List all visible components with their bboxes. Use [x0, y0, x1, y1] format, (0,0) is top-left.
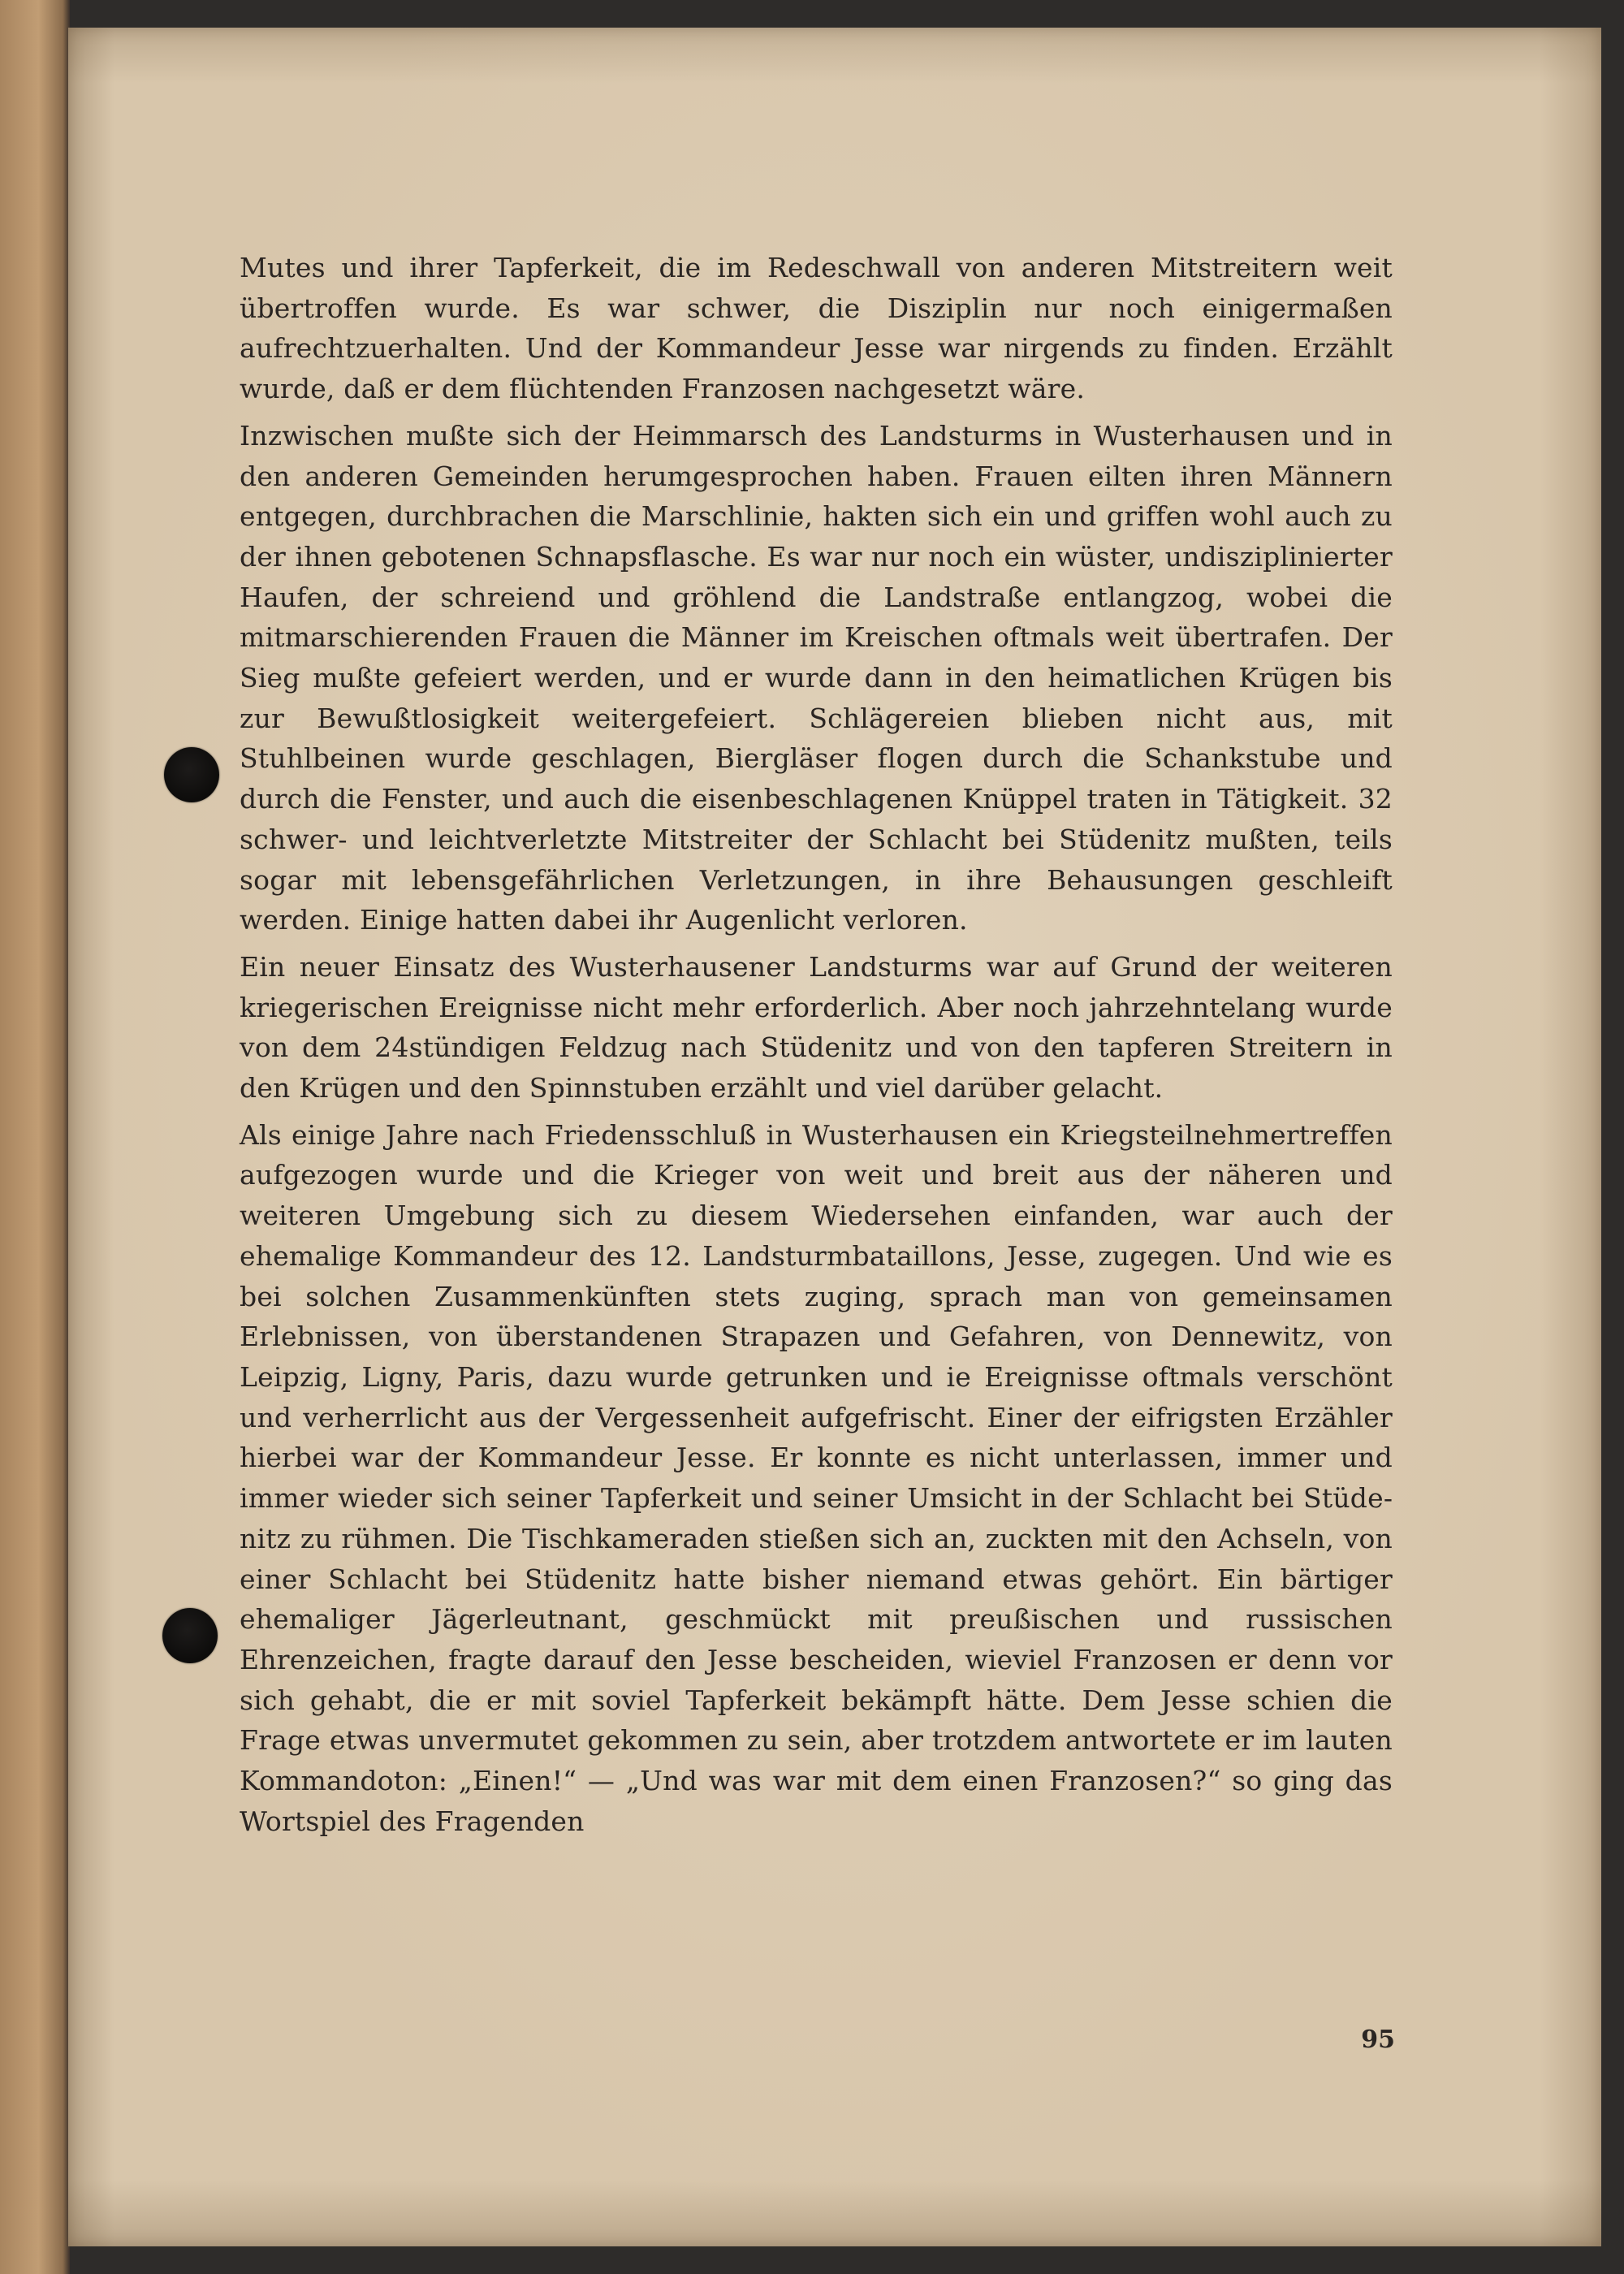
- adjacent-page-edge: [0, 0, 70, 2274]
- paragraph-3: Ein neuer Einsatz des Wusterhausener Landsturms war auf Grund der weiteren kriegerischen Ereignisse nicht mehr erforderlich. Aber noch jahrzehntelang wurde von dem 24stündigen Feldzug nach Stüdenitz und von den tapferen Streitern in den Krügen und den Spinnstuben erzählt und viel darüber gelacht.: [240, 950, 1393, 1105]
- body-text: [240, 248, 1393, 1848]
- paragraph-2: Inzwischen mußte sich der Heimmarsch des Landsturms in Wusterhausen und in den anderen Gemeinden herumgesprochen haben. Frauen eilten ihren Männern entgegen, durchbrachen die Marschlinie, hakten sich ein und griffen wohl auch zu der ihnen gebotenen Schnapsflasche. Es war nur noch ein wüster, undisziplinierter Haufen, der schreiend und gröhlend die Landstraße entlangzog, wobei die mitmarschierenden Frauen die Männer im Kreischen oftmals weit übertrafen. Der Sieg mußte gefeiert werden, und er wurde dann in den heimatlichen Krügen bis zur Bewußtlosigkeit weitergefeiert. Schlägereien blieben nicht aus, mit Stuhlbeinen wurde geschlagen, Biergläser flogen durch die Schankstube und durch die Fenster, und auch die eisenbeschlagenen Knüppel traten in Tätigkeit. 32 schwer- und leichtverletzte Mitstreiter der Schlacht bei Stüdenitz mußten, teils sogar mit lebensgefährlichen Verletzungen, in ihre Behausungen geschleift werden. Einige hatten dabei ihr Augenlicht verloren.: [240, 419, 1393, 936]
- page-number: 95: [1361, 2025, 1395, 2054]
- paragraph-4: Als einige Jahre nach Friedensschluß in Wusterhausen ein Kriegsteilnehmertreffen aufgezogen wurde und die Krieger von weit und breit aus der näheren und weiteren Umgebung sich zu diesem Wiedersehen einfanden, war auch der ehemalige Kommandeur des 12. Landsturmbataillons, Jesse, zugegen. Und wie es bei solchen Zusammenkünften stets zuging, sprach man von gemeinsamen Erlebnissen, von überstandenen Strapazen und Gefahren, von Dennewitz, von Leipzig, Ligny, Paris, dazu wurde getrunken und ie Ereignisse oftmals verschönt und verherrlicht aus der Vergessenheit aufgefrischt. Einer der eifrigsten Erzähler hierbei war der Kommandeur Jesse. Er konnte es nicht unterlassen, immer und immer wieder sich seiner Tapferkeit und seiner Umsicht in der Schlacht bei Stüdenitz zu rühmen. Die Tischkameraden stießen sich an, zuckten mit den Achseln, von einer Schlacht bei Stüdenitz hatte bisher niemand etwas gehört. Ein bärtiger ehemaliger Jägerleutnant, geschmückt mit preußischen und russischen Ehrenzeichen, fragte darauf den Jesse bescheiden, wieviel Franzosen er denn vor sich gehabt, die er mit soviel Tapferkeit bekämpft hätte. Dem Jesse schien die Frage etwas unvermutet gekommen zu sein, aber trotzdem antwortete er im lauten Kommandoton: „Einen!“ — „Und was war mit dem einen Franzosen?“ so ging das Wortspiel des Fragenden: [240, 1118, 1393, 1837]
- punch-hole-top: [164, 747, 219, 802]
- paragraph-1: Mutes und ihrer Tapferkeit, die im Redeschwall von anderen Mitstreitern weit übertroffen wurde. Es war schwer, die Disziplin nur noch einigermaßen aufrechtzuerhalten. Und der Kommandeur Jesse war nirgends zu finden. Erzählt wurde, daß er dem flüchtenden Franzosen nachgesetzt wäre.: [240, 252, 1393, 405]
- punch-hole-bottom: [162, 1608, 218, 1663]
